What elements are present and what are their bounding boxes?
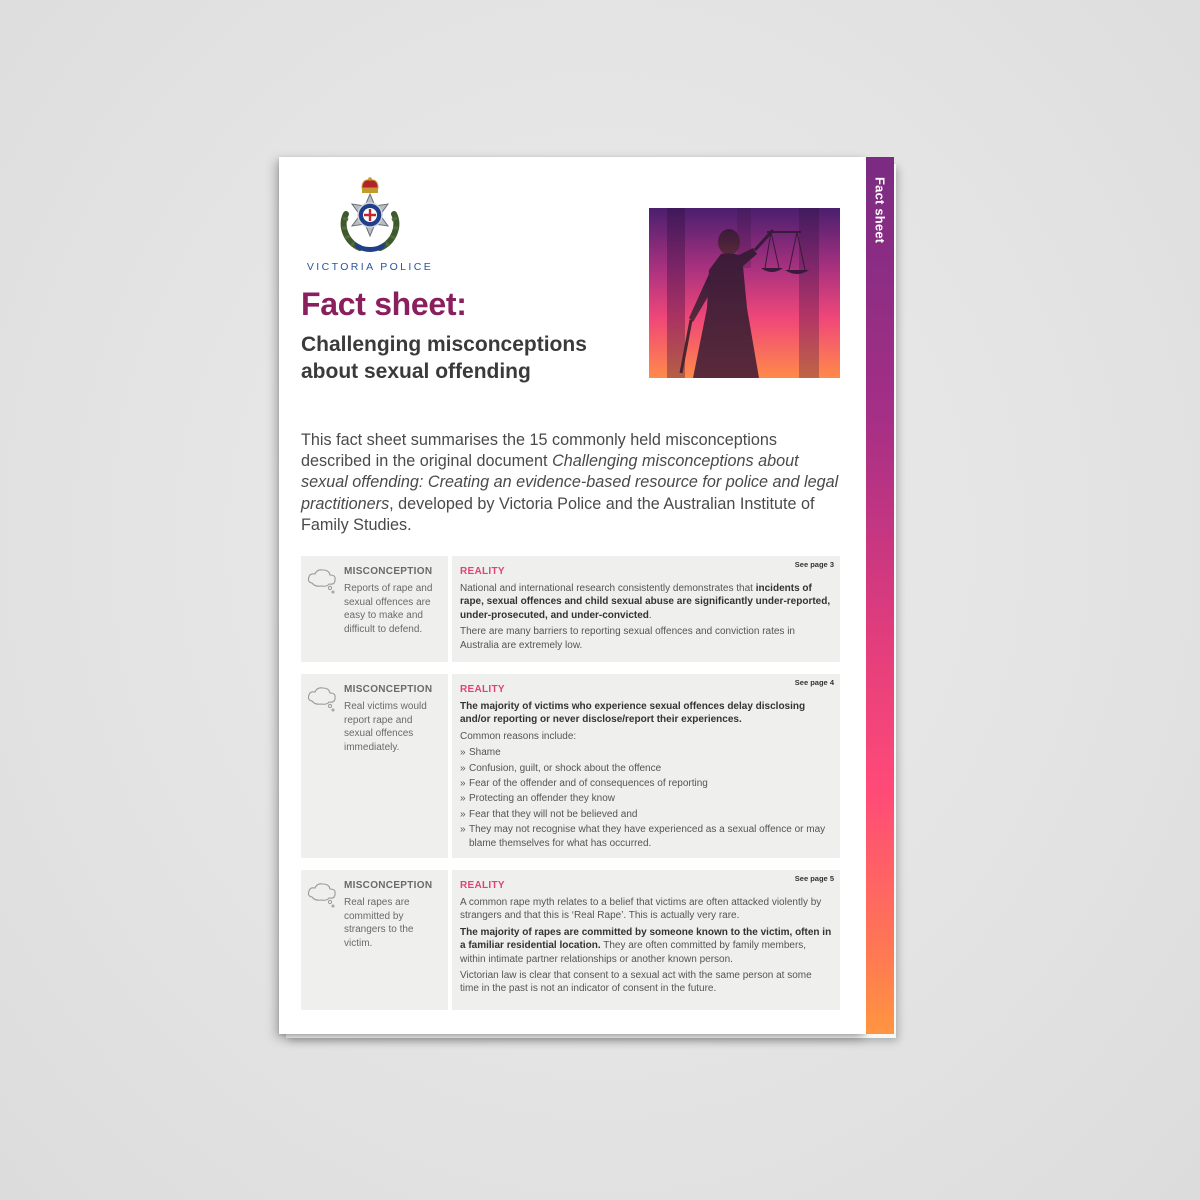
misconception-cell: [301, 870, 448, 1010]
reality-cell: [452, 674, 840, 858]
reality-sentence: They are often committed by family members, within intimate partner relationships or another known person.: [460, 940, 807, 965]
see-page-reference: See page 5: [794, 874, 834, 883]
reality-text: [460, 896, 832, 999]
side-label: Fact sheet: [872, 177, 888, 244]
reality-cell: [452, 870, 840, 1010]
list-item: » Confusion, guilt, or shock about the offence: [460, 762, 832, 775]
reality-sentence: National and international research consistently demonstrates that: [460, 583, 756, 594]
reality-label: REALITY: [460, 880, 505, 891]
intro-text: This fact sheet summarises the 15 commonly held misconceptions described in the original document: [301, 431, 777, 471]
reality-label: REALITY: [460, 566, 505, 577]
thought-cloud-icon: [306, 567, 338, 595]
thought-cloud-icon: [306, 685, 338, 713]
intro-text-end: , developed by Victoria Police and the Australian Institute of Family Studies.: [301, 494, 815, 534]
reality-emphasis: incidents of rape, sexual offences and child sexual abuse are significantly under-reported, under-prosecuted, and under-convicted: [460, 583, 831, 621]
intro-paragraph: [301, 430, 846, 536]
reasons-list: [460, 746, 832, 850]
reality-label: REALITY: [460, 684, 505, 695]
misconception-label: MISCONCEPTION: [344, 880, 433, 891]
lady-justice-image: [649, 208, 840, 378]
see-page-reference: See page 3: [794, 560, 834, 569]
reality-sentence: Victorian law is clear that consent to a sexual act with the same person at some time in the past is not an indicator of consent in the future.: [460, 970, 812, 995]
thought-cloud-icon: [306, 881, 338, 909]
org-name: VICTORIA POLICE: [306, 261, 434, 273]
misconception-row-1: [301, 556, 840, 662]
misconception-cell: [301, 556, 448, 662]
side-strip: [866, 157, 894, 1034]
reality-text: [460, 700, 832, 852]
reality-text: [460, 582, 832, 655]
list-item: » Fear of the offender and of consequences of reporting: [460, 777, 832, 790]
misconception-label: MISCONCEPTION: [344, 684, 433, 695]
reality-sentence-end: .: [648, 609, 652, 621]
list-item: » They may not recognise what they have experienced as a sexual offence or may blame themselves for what has occurred.: [460, 823, 832, 850]
misconception-text: Real rapes are committed by strangers to the victim.: [344, 897, 414, 949]
misconception-cell: [301, 674, 448, 858]
reality-emphasis: The majority of victims who experience sexual offences delay disclosing and/or reporting or never disclose/report their experiences.: [460, 701, 806, 726]
page-title: Fact sheet:: [301, 286, 467, 322]
misconception-row-2: [301, 674, 840, 858]
list-item: » Shame: [460, 746, 832, 759]
see-page-reference: See page 4: [794, 678, 834, 687]
reality-sentence: Common reasons include:: [460, 730, 577, 742]
misconception-text: Reports of rape and sexual offences are easy to make and difficult to defend.: [344, 583, 433, 635]
reality-sentence: A common rape myth relates to a belief that victims are often attacked violently by strangers and that this is ‘Real Rape’. This is actually very rare.: [460, 897, 822, 922]
reality-cell: [452, 556, 840, 662]
reality-emphasis: The majority of rapes are committed by someone known to the victim, often in a familiar residential location.: [460, 926, 832, 952]
list-item: » Protecting an offender they know: [460, 792, 832, 805]
page-subtitle: Challenging misconceptions about sexual offending: [301, 333, 587, 383]
misconception-label: MISCONCEPTION: [344, 566, 433, 577]
misconception-text: Real victims would report rape and sexual offences immediately.: [344, 701, 427, 753]
reality-sentence: There are many barriers to reporting sexual offences and conviction rates in Australia are extremely low.: [460, 626, 795, 651]
intro-document-title: Challenging misconceptions about sexual offending: Creating an evidence-based resource for police and legal practitioners: [301, 452, 839, 513]
victoria-police-badge-icon: [338, 176, 402, 256]
list-item: » Fear that they will not be believed and: [460, 808, 832, 821]
misconception-row-3: [301, 870, 840, 1010]
